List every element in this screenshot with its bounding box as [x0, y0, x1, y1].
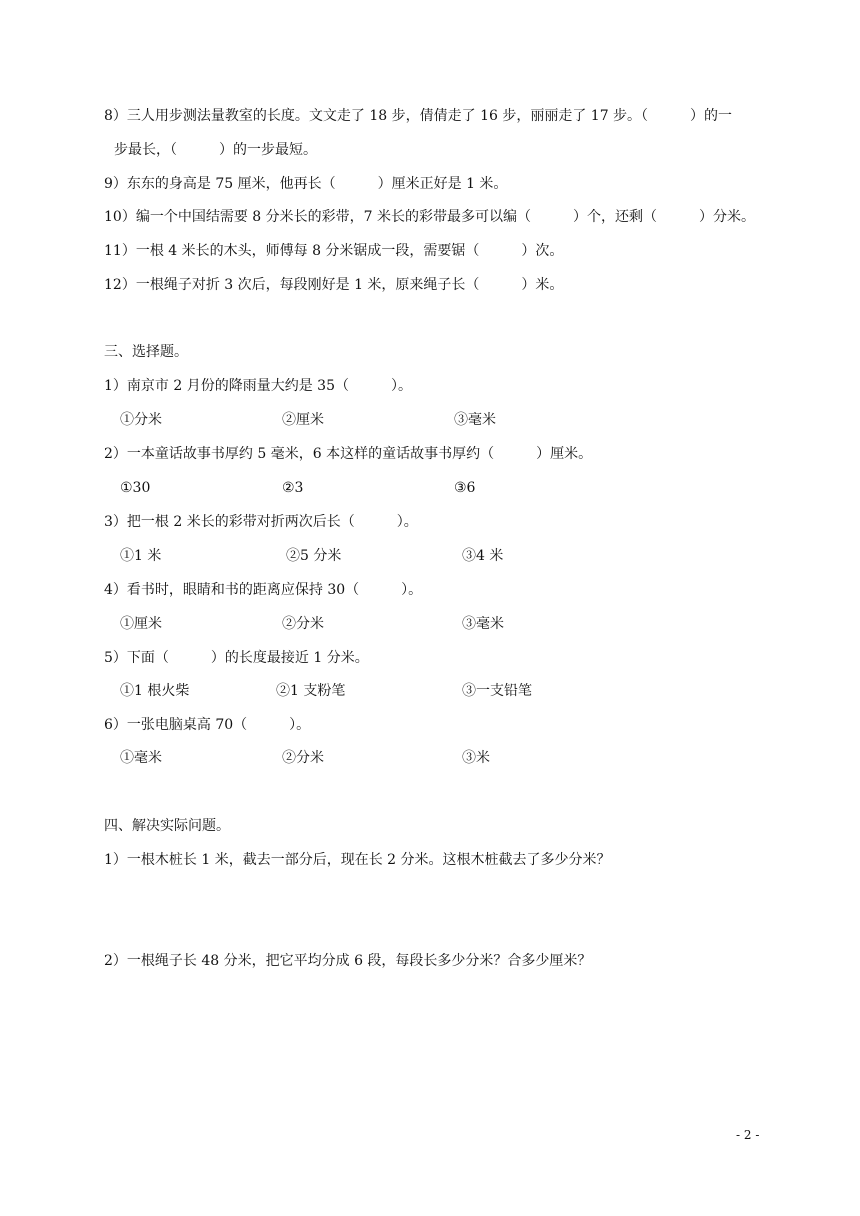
choice-1-option-1: ①分米: [120, 412, 162, 428]
question-11: 11）一根 4 米长的木头，师傅每 8 分米锯成一段，需要锯（ ）次。: [104, 243, 564, 259]
choice-4-option-1: ①厘米: [120, 616, 162, 632]
question-8-line-1: 8）三人用步测法量教室的长度。文文走了 18 步，倩倩走了 16 步，丽丽走了 17 步。（ ）的一: [104, 108, 733, 124]
question-10: 10）编一个中国结需要 8 分米长的彩带，7 米长的彩带最多可以编（ ）个，还剩（ ）分米。: [104, 209, 755, 225]
choice-4-option-3: ③毫米: [462, 616, 504, 632]
choice-question-1: 1）南京市 2 月份的降雨量大约是 35（ ）。: [104, 378, 412, 394]
question-8-line-2: 步最长，（ ）的一步最短。: [114, 142, 317, 158]
choice-question-4: 4）看书时，眼睛和书的距离应保持 30（ ）。: [104, 582, 423, 598]
choice-3-option-1: ①1 米: [120, 548, 162, 564]
choice-2-option-1: ①30: [120, 480, 151, 496]
choice-5-option-2: ②1 支粉笔: [276, 683, 346, 699]
choice-6-option-2: ②分米: [282, 750, 324, 766]
choice-question-3: 3）把一根 2 米长的彩带对折两次后长（ ）。: [104, 514, 418, 530]
choice-question-6: 6）一张电脑桌高 70（ ）。: [104, 717, 311, 733]
choice-3-option-2: ②5 分米: [286, 548, 342, 564]
section-3-heading: 三、选择题。: [104, 344, 188, 360]
section-4-heading: 四、解决实际问题。: [104, 818, 230, 834]
word-problem-2: 2）一根绳子长 48 分米，把它平均分成 6 段，每段长多少分米？合多少厘米？: [104, 953, 592, 969]
word-problem-1: 1）一根木桩长 1 米，截去一部分后，现在长 2 分米。这根木桩截去了多少分米？: [104, 852, 611, 868]
choice-2-option-2: ②3: [282, 480, 304, 496]
question-12: 12）一根绳子对折 3 次后，每段刚好是 1 米，原来绳子长（ ）米。: [104, 277, 564, 293]
choice-question-5: 5）下面（ ）的长度最接近 1 分米。: [104, 650, 369, 666]
choice-4-option-2: ②分米: [282, 616, 324, 632]
page-number: - 2 -: [736, 1128, 760, 1142]
choice-6-option-1: ①毫米: [120, 750, 162, 766]
choice-5-option-1: ①1 根火柴: [120, 683, 190, 699]
choice-question-2: 2）一本童话故事书厚约 5 毫米，6 本这样的童话故事书厚约（ ）厘米。: [104, 446, 593, 462]
choice-3-option-3: ③4 米: [462, 548, 504, 564]
choice-1-option-3: ③毫米: [454, 412, 496, 428]
choice-2-option-3: ③6: [454, 480, 476, 496]
question-9: 9）东东的身高是 75 厘米，他再长（ ）厘米正好是 1 米。: [104, 176, 508, 192]
choice-1-option-2: ②厘米: [282, 412, 324, 428]
choice-6-option-3: ③米: [462, 750, 490, 766]
choice-5-option-3: ③一支铅笔: [462, 683, 532, 699]
